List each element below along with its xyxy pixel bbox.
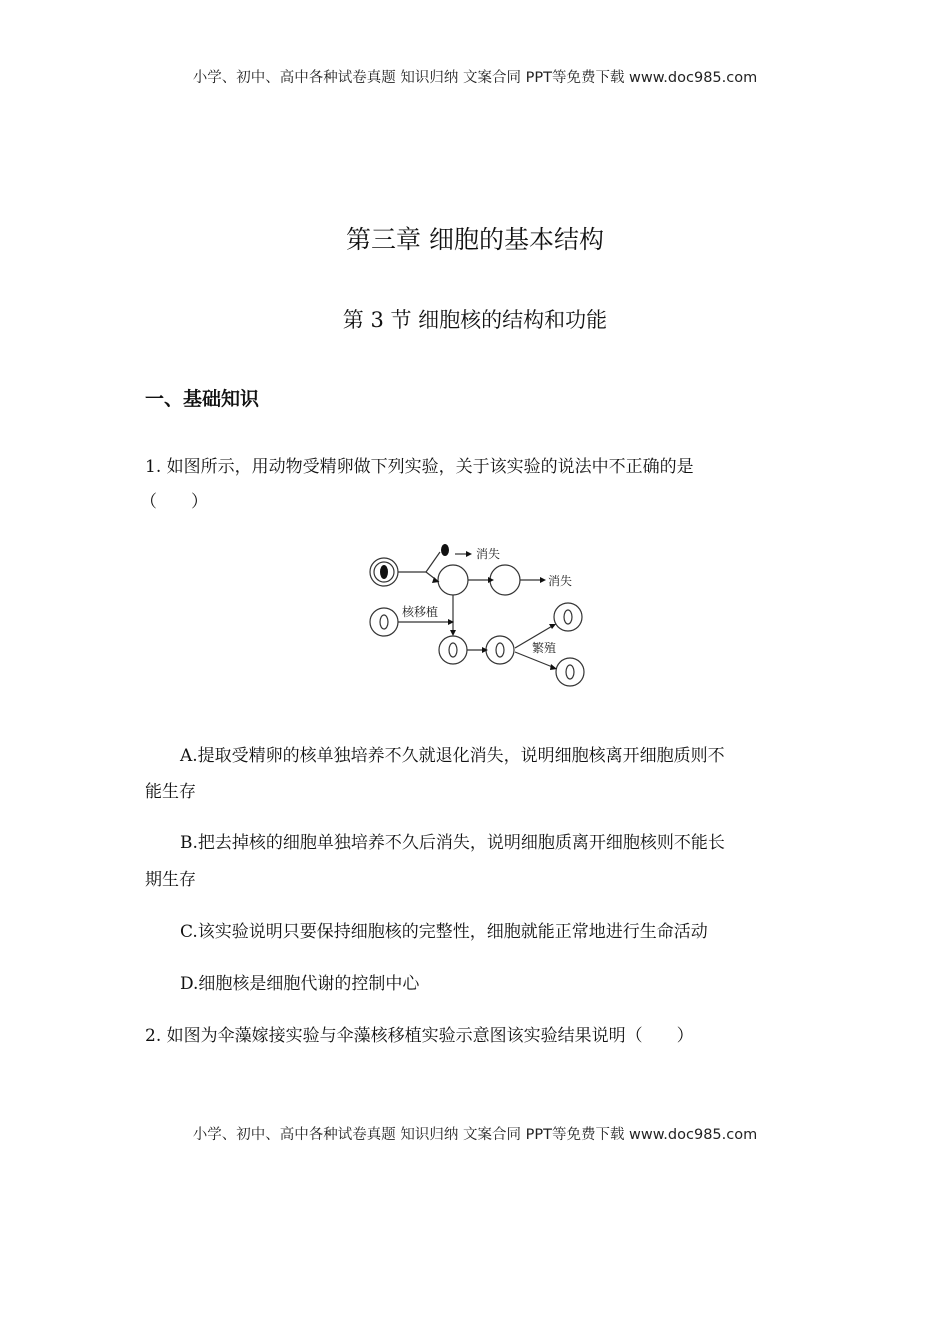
option-b-line2: 期生存 (145, 870, 196, 890)
option-b-line1: B.把去掉核的细胞单独培养不久后消失，说明细胞质离开细胞核则不能长 (180, 833, 725, 853)
enucleated-cell-cultured (490, 565, 520, 595)
donor-cell (370, 608, 398, 636)
page-footer: 小学、初中、高中各种试卷真题 知识归纳 文案合同 PPT等免费下载 www.doc985.com (192, 1127, 758, 1143)
option-c: C.该实验说明只要保持细胞核的完整性，细胞就能正常地进行生命活动 (180, 922, 708, 942)
label-reproduce: 繁殖 (532, 641, 557, 655)
section-subtitle: 第 3 节 细胞核的结构和功能 (342, 308, 608, 332)
nucleus (380, 565, 388, 579)
fertilized-egg-experiment-diagram (360, 530, 600, 695)
question-1-stem: 1. 如图所示，用动物受精卵做下列实验，关于该实验的说法中不正确的是 (145, 457, 694, 477)
question-2-stem: 2. 如图为伞藻嫁接实验与伞藻核移植实验示意图该实验结果说明（ ） (145, 1026, 694, 1046)
section-heading: 一、基础知识 (145, 388, 260, 410)
option-a-line2: 能生存 (145, 782, 196, 802)
reconstructed-cell (439, 636, 467, 664)
chapter-title: 第三章 细胞的基本结构 (346, 225, 604, 254)
isolated-nucleus (441, 544, 449, 556)
page-header: 小学、初中、高中各种试卷真题 知识归纳 文案合同 PPT等免费下载 www.doc985.com (192, 70, 758, 86)
question-1-blank: （ ） (140, 492, 208, 512)
enucleated-cell (438, 565, 468, 595)
option-a-line1: A.提取受精卵的核单独培养不久就退化消失，说明细胞核离开细胞质则不 (180, 746, 725, 766)
option-d: D.细胞核是细胞代谢的控制中心 (180, 974, 420, 994)
label-nuclear-transplant: 核移植 (402, 605, 439, 619)
label-disappear-nucleus: 消失 (476, 547, 501, 561)
label-disappear-cytoplasm: 消失 (548, 574, 573, 588)
